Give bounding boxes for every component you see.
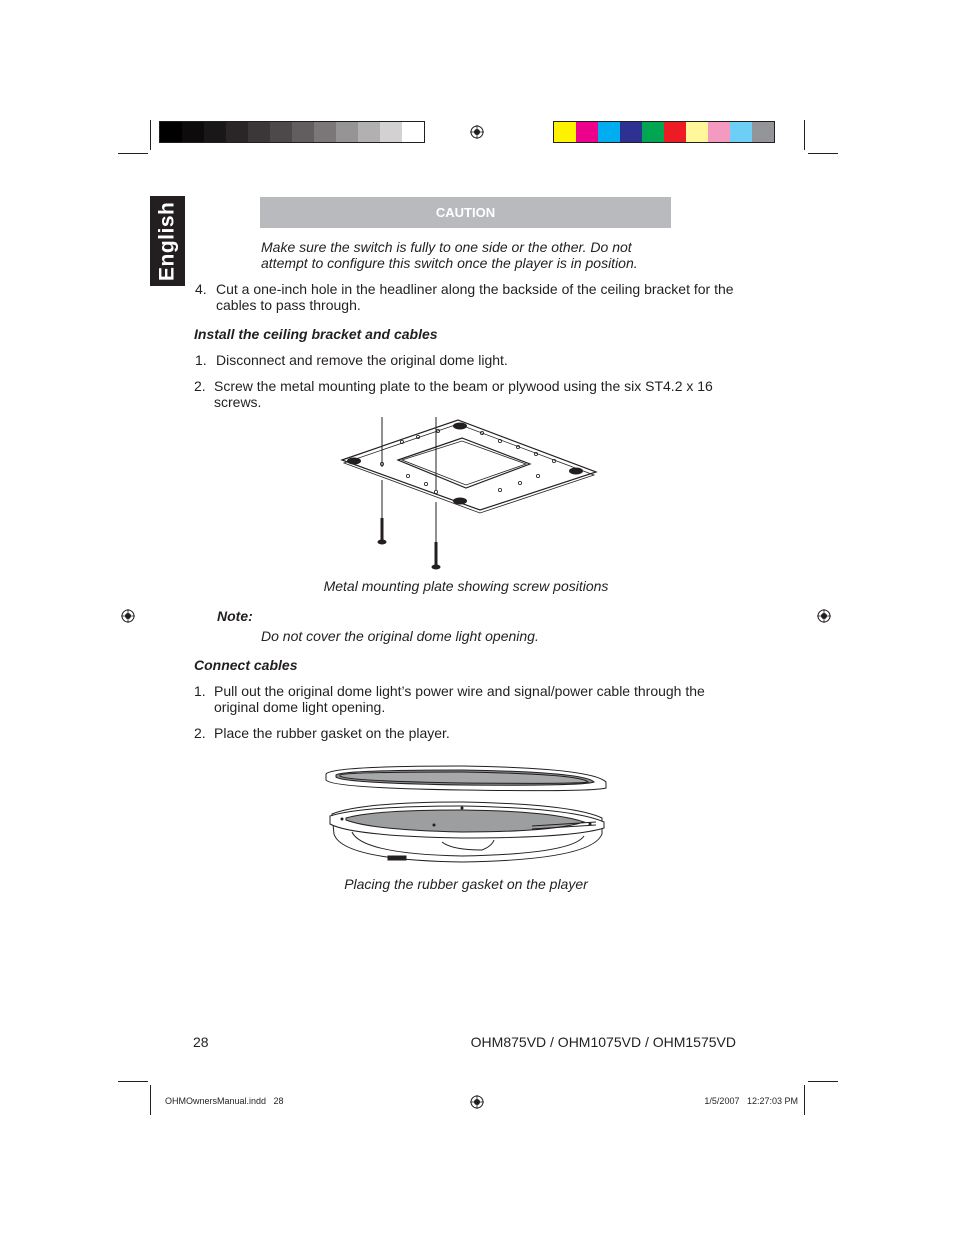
figure-caption: Placing the rubber gasket on the player bbox=[344, 876, 588, 892]
section-heading: Install the ceiling bracket and cables bbox=[194, 326, 438, 342]
step-text-line: Screw the metal mounting plate to the beam or plywood using the six ST4.2 x 16 bbox=[214, 378, 713, 394]
color-swatch bbox=[380, 122, 402, 142]
step-text-line: Pull out the original dome light’s power wire and signal/power cable through the bbox=[214, 683, 705, 699]
language-tab: English bbox=[150, 196, 185, 286]
step-number: 1. bbox=[194, 683, 206, 699]
note-text: Do not cover the original dome light opening. bbox=[261, 628, 539, 644]
color-swatch bbox=[292, 122, 314, 142]
crop-mark bbox=[118, 153, 148, 154]
crop-mark bbox=[808, 1081, 838, 1082]
step-text-line: Place the rubber gasket on the player. bbox=[214, 725, 450, 741]
step-text-line: screws. bbox=[214, 394, 262, 410]
color-swatch bbox=[554, 122, 576, 142]
color-swatch bbox=[402, 122, 424, 142]
color-swatch bbox=[314, 122, 336, 142]
grayscale-color-bar bbox=[159, 121, 425, 143]
color-swatch bbox=[708, 122, 730, 142]
caution-text-line: attempt to configure this switch once the player is in position. bbox=[261, 255, 638, 271]
color-swatch bbox=[226, 122, 248, 142]
model-numbers: OHM875VD / OHM1075VD / OHM1575VD bbox=[470, 1034, 736, 1050]
step-number: 4. bbox=[195, 281, 207, 297]
color-swatch bbox=[248, 122, 270, 142]
step-text-line: original dome light opening. bbox=[214, 699, 386, 715]
caution-label: CAUTION bbox=[435, 205, 496, 220]
color-swatch bbox=[576, 122, 598, 142]
color-swatch bbox=[642, 122, 664, 142]
page-number: 28 bbox=[193, 1034, 209, 1050]
color-swatch bbox=[730, 122, 752, 142]
slug-date: 1/5/2007 12:27:03 PM bbox=[704, 1096, 798, 1106]
registration-mark-icon bbox=[121, 609, 135, 623]
color-swatch bbox=[336, 122, 358, 142]
step-number: 2. bbox=[194, 725, 206, 741]
color-swatch bbox=[598, 122, 620, 142]
crop-mark bbox=[804, 1085, 805, 1115]
caution-text-line: Make sure the switch is fully to one side or the other. Do not bbox=[261, 239, 632, 255]
crop-mark bbox=[808, 153, 838, 154]
registration-mark-icon bbox=[470, 1095, 484, 1109]
caution-header bbox=[260, 197, 671, 228]
section-heading: Connect cables bbox=[194, 657, 298, 673]
crop-mark bbox=[150, 120, 151, 150]
color-swatch bbox=[204, 122, 226, 142]
step-text-line: Disconnect and remove the original dome light. bbox=[216, 352, 508, 368]
crop-mark bbox=[804, 120, 805, 150]
mounting-plate-illustration bbox=[330, 412, 610, 577]
step-number: 1. bbox=[195, 352, 207, 368]
color-swatch bbox=[752, 122, 774, 142]
process-color-bar bbox=[553, 121, 775, 143]
step-number: 2. bbox=[194, 378, 206, 394]
color-swatch bbox=[358, 122, 380, 142]
color-swatch bbox=[182, 122, 204, 142]
color-swatch bbox=[620, 122, 642, 142]
crop-mark bbox=[118, 1081, 148, 1082]
color-swatch bbox=[270, 122, 292, 142]
figure-caption: Metal mounting plate showing screw positions bbox=[323, 578, 609, 594]
note-label: Note: bbox=[217, 608, 253, 624]
slug-filename: OHMOwnersManual.indd 28 bbox=[165, 1096, 284, 1106]
color-swatch bbox=[664, 122, 686, 142]
crop-mark bbox=[150, 1085, 151, 1115]
registration-mark-icon bbox=[470, 125, 484, 139]
registration-mark-icon bbox=[817, 609, 831, 623]
step-text-line: cables to pass through. bbox=[216, 297, 361, 313]
color-swatch bbox=[160, 122, 182, 142]
step-text-line: Cut a one-inch hole in the headliner along the backside of the ceiling bracket for the bbox=[216, 281, 734, 297]
color-swatch bbox=[686, 122, 708, 142]
gasket-player-illustration bbox=[322, 762, 612, 872]
